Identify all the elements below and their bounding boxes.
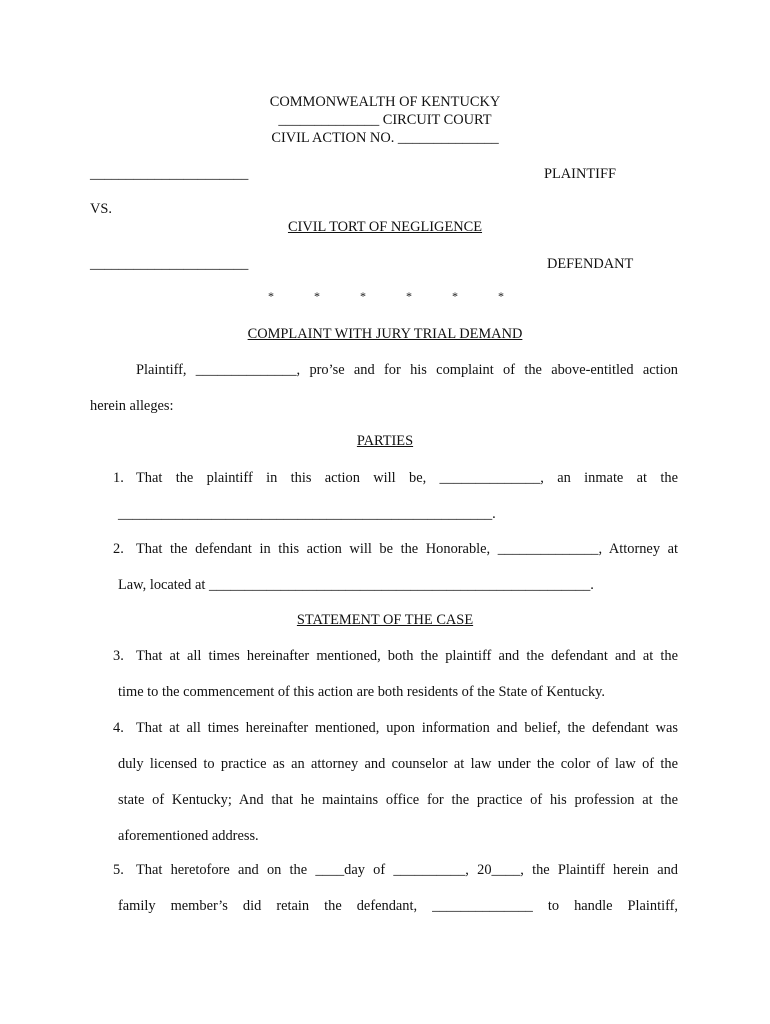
- court-caption-line-1: COMMONWEALTH OF KENTUCKY: [269, 94, 501, 110]
- paragraph-text: family member’s did retain the defendant, ______________ to handle Plaintiff,: [118, 898, 678, 914]
- paragraph-number: 5.: [113, 862, 124, 878]
- intro-line-2: herein alleges:: [90, 398, 174, 414]
- intro-line-1: [136, 362, 678, 379]
- divider-star: *: [498, 289, 504, 303]
- versus-label: VS.: [90, 201, 112, 217]
- section-divider-stars: [248, 289, 524, 304]
- paragraph-text: ____________________________________________________.: [118, 506, 496, 522]
- divider-star: *: [268, 289, 274, 303]
- paragraph-text: That the plaintiff in this action will be, ______________, an inmate at the: [136, 470, 678, 486]
- defendant-label: DEFENDANT: [547, 256, 634, 272]
- paragraph-text: duly licensed to practice as an attorney and counselor at law under the color of law of the: [118, 756, 678, 772]
- paragraph-number: 4.: [113, 720, 124, 736]
- statement-heading: STATEMENT OF THE CASE: [296, 612, 474, 628]
- paragraph-text: time to the commencement of this action are both residents of the State of Kentucky.: [118, 684, 606, 700]
- plaintiff-name-blank: ______________________: [90, 166, 249, 182]
- paragraph-text: That heretofore and on the ____day of __________, 20____, the Plaintiff herein and: [136, 862, 678, 878]
- court-caption-line-3: CIVIL ACTION NO. ______________: [271, 130, 499, 146]
- paragraph-text: That at all times hereinafter mentioned, both the plaintiff and the defendant and at the: [136, 648, 678, 664]
- paragraph-5: [113, 852, 678, 924]
- plaintiff-label: PLAINTIFF: [544, 166, 616, 182]
- paragraph-1: [113, 460, 678, 532]
- paragraph-text: Law, located at _____________________________________________________.: [118, 577, 594, 593]
- paragraph-number: 3.: [113, 648, 124, 664]
- paragraph-text: state of Kentucky; And that he maintains office for the practice of his profession at the: [118, 792, 678, 808]
- intro-text-1: Plaintiff, ______________, pro’se and for his complaint of the above-entitled action: [136, 362, 678, 378]
- paragraph-4: [113, 710, 678, 854]
- paragraph-text: aforementioned address.: [118, 828, 259, 844]
- paragraph-text: That the defendant in this action will be the Honorable, ______________, Attorney at: [136, 541, 678, 557]
- action-title: CIVIL TORT OF NEGLIGENCE: [287, 219, 483, 235]
- paragraph-text: That at all times hereinafter mentioned, upon information and belief, the defendant was: [136, 720, 678, 736]
- paragraph-number: 1.: [113, 470, 124, 486]
- parties-heading: PARTIES: [356, 433, 414, 449]
- divider-star: *: [406, 289, 412, 303]
- paragraph-2: [113, 531, 678, 603]
- divider-star: *: [452, 289, 458, 303]
- court-caption-line-2: ______________ CIRCUIT COURT: [278, 112, 492, 128]
- divider-star: *: [314, 289, 320, 303]
- paragraph-3: [113, 638, 678, 710]
- paragraph-number: 2.: [113, 541, 124, 557]
- complaint-heading: COMPLAINT WITH JURY TRIAL DEMAND: [247, 326, 523, 342]
- defendant-name-blank: ______________________: [90, 256, 249, 272]
- divider-star: *: [360, 289, 366, 303]
